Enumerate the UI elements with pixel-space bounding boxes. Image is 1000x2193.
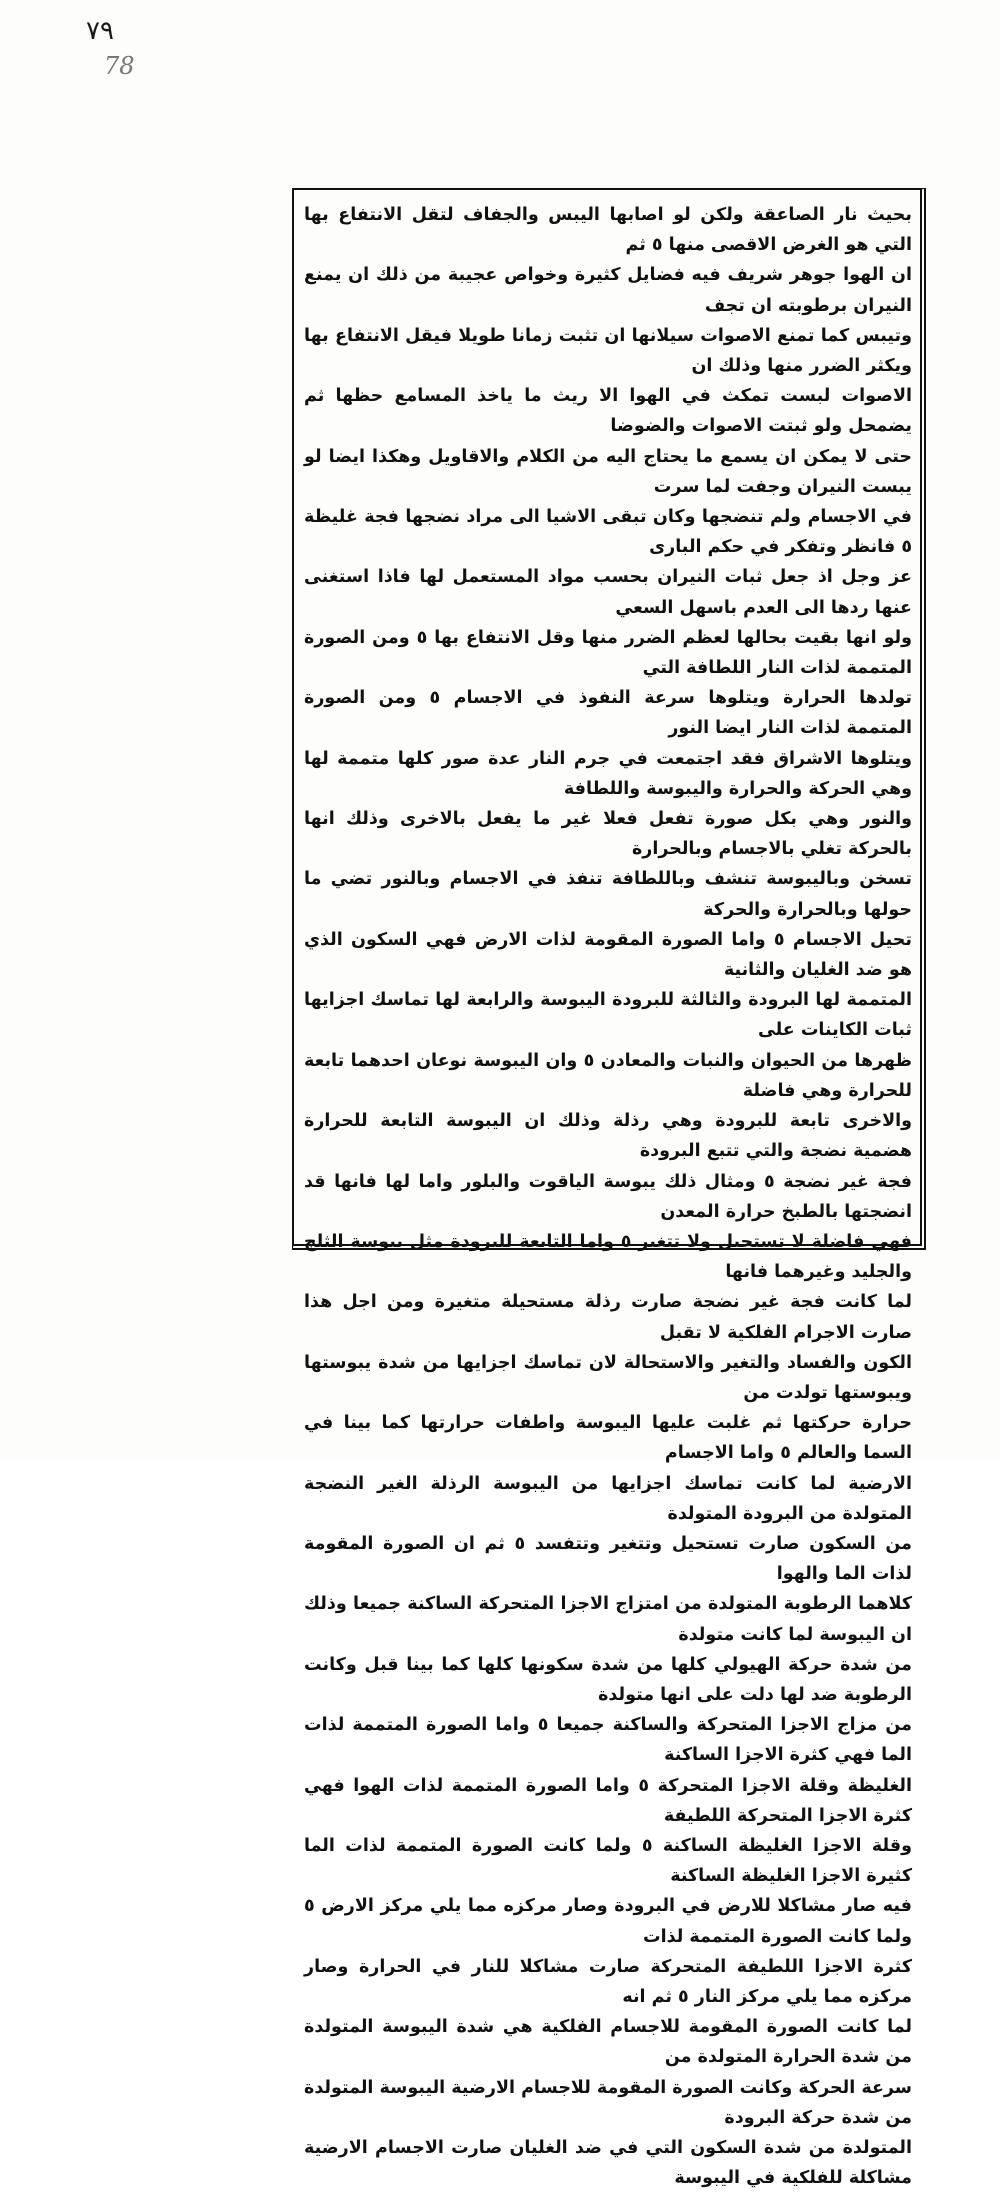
- text-line: تسخن وباليبوسة تنشف وباللطافة تنفذ في الاجسام وبالنور تضي ما حولها وبالحرارة والحركة: [304, 869, 912, 920]
- text-line: حتى لا يمكن ان يسمع ما يحتاج اليه من الكلام والاقاويل وهكذا ايضا لو يبست النيران وجفت لما سرت: [304, 446, 912, 497]
- text-line: تولدها الحرارة ويتلوها سرعة النفوذ في الاجسام ٥ ومن الصورة المتممة لذات النار ايضا النور: [304, 688, 912, 739]
- text-line: لما كانت فجة غير نضجة صارت رذلة مستحيلة متغيرة ومن اجل هذا صارت الاجرام الفلكية لا تقبل: [304, 1292, 912, 1343]
- text-line: فهي فاضلة لا تستحيل ولا تتغير ٥ واما التابعة للبرودة مثل يبوسة الثلج والجليد وغيرهما فانها: [304, 1231, 912, 1283]
- text-line: وتيبس كما تمنع الاصوات سيلانها ان تثبت زمانا طويلا فيقل الانتفاع بها ويكثر الضرر منها وذلك ان: [304, 325, 912, 377]
- text-line: فجة غير نضجة ٥ ومثال ذلك يبوسة الياقوت والبلور واما لها فانها قد انضجتها بالطبخ حرارة المعدن: [304, 1171, 912, 1222]
- text-block: [300, 200, 916, 2189]
- text-line: المتممة لها البرودة والثالثة للبرودة اليبوسة والرابعة لها تماسك اجزايها ثبات الكاينات على: [304, 990, 912, 1041]
- text-line: ولو انها بقيت بحالها لعظم الضرر منها وقل الانتفاع بها ٥ ومن الصورة المتممة لذات النار اللطافة التي: [304, 627, 912, 679]
- text-line: كلاهما الرطوبة المتولدة من امتزاج الاجزا المتحركة الساكنة جميعا وذلك ان اليبوسة لما كانت متولدة: [304, 1594, 912, 1645]
- text-line: تحيل الاجسام ٥ واما الصورة المقومة لذات الارض فهي السكون الذي هو ضد الغليان والثانية: [304, 929, 912, 981]
- text-line: المتولدة من شدة السكون التي في ضد الغليان صارت الاجسام الارضية مشاكلة للفلكية في اليبوسة: [304, 2138, 912, 2189]
- text-line: ان الهوا جوهر شريف فيه فضايل كثيرة وخواص عجيبة من ذلك ان يمنع النيران برطوبته ان تجف: [304, 265, 912, 316]
- text-line: الارضية لما كانت تماسك اجزايها من اليبوسة الرذلة الغير النضجة المتولدة من البرودة المتولدة: [304, 1473, 912, 1524]
- pencil-folio-number: 78: [104, 52, 135, 80]
- text-line: الاصوات لبست تمكث في الهوا الا ريث ما ياخذ المسامع حظها ثم يضمحل ولو ثبتت الاصوات والضوضا: [304, 386, 912, 437]
- folio-number: ٧٩: [86, 16, 114, 46]
- text-line: عز وجل اذ جعل ثبات النيران بحسب مواد المستعمل لها فاذا استغنى عنها ردها الى العدم باسهل السعي: [304, 567, 912, 618]
- text-line: والاخرى تابعة للبرودة وهي رذلة وذلك ان اليبوسة التابعة للحرارة هضمية نضجة والتي تتبع البرودة: [304, 1111, 912, 1162]
- text-line: من شدة حركة الهيولي كلها من شدة سكونها كلها كما بينا قبل وكانت الرطوبة ضد لها دلت على انها متولدة: [304, 1654, 912, 1705]
- text-line: لما كانت الصورة المقومة للاجسام الفلكية هي شدة اليبوسة المتولدة من شدة الحرارة المتولدة من: [304, 2017, 912, 2068]
- text-line: سرعة الحركة وكانت الصورة المقومة للاجسام الارضية اليبوسة المتولدة من شدة حركة البرودة: [303, 2077, 912, 2128]
- text-line: كثرة الاجزا اللطيفة المتحركة صارت مشاكلا للنار في الحرارة وصار مركزه مما يلي مركز النار ٥ ثم انه: [304, 1956, 912, 2007]
- text-line: من السكون صارت تستحيل وتتغير وتتفسد ٥ ثم ان الصورة المقومة لذات الما والهوا: [304, 1533, 913, 1585]
- text-line: الكون والفساد والتغير والاستحالة لان تماسك اجزايها من شدة يبوستها ويبوستها تولدت من: [304, 1352, 912, 1403]
- text-line: والنور وهي بكل صورة تفعل فعلا غير ما يفعل بالاخرى وذلك انها بالحركة تغلي بالاجسام وبالحرارة: [304, 809, 912, 860]
- text-line: ويتلوها الاشراق فقد اجتمعت في جرم النار عدة صور كلها متممة لها وهي الحركة والحرارة واليبوسة واللطافة: [304, 748, 912, 799]
- text-line: حرارة حركتها ثم غلبت عليها اليبوسة واطفات حرارتها كما بينا في السما والعالم ٥ واما الاجسام: [304, 1413, 912, 1464]
- text-line: وقلة الاجزا الغليظة الساكنة ٥ ولما كانت الصورة المتممة لذات الما كثيرة الاجزا الغليظة الساكنة: [304, 1835, 912, 1887]
- text-line: في الاجسام ولم تنضجها وكان تبقى الاشيا الى مراد نضجها فجة غليظة ٥ فانظر وتفكر في حكم البارى: [304, 507, 912, 558]
- text-line: ظهرها من الحيوان والنبات والمعادن ٥ وان اليبوسة نوعان احدهما تابعة للحرارة وهي فاضلة: [304, 1050, 913, 1101]
- text-line: بحيث نار الصاعقة ولكن لو اصابها اليبس والجفاف لتقل الانتفاع بها التي هو الغرض الاقصى منها ٥ ثم: [304, 205, 912, 256]
- text-line: فيه صار مشاكلا للارض في البرودة وصار مركزه مما يلي مركز الارض ٥ ولما كانت الصورة المتممة لذات: [304, 1896, 912, 1947]
- text-line: الغليظة وقلة الاجزا المتحركة ٥ واما الصورة المتممة لذات الهوا فهي كثرة الاجزا المتحركة اللطيفة: [304, 1775, 913, 1826]
- text-line: من مزاج الاجزا المتحركة والساكنة جميعا ٥ واما الصورة المتممة لذات الما فهي كثرة الاجزا الساكنة: [304, 1715, 912, 1766]
